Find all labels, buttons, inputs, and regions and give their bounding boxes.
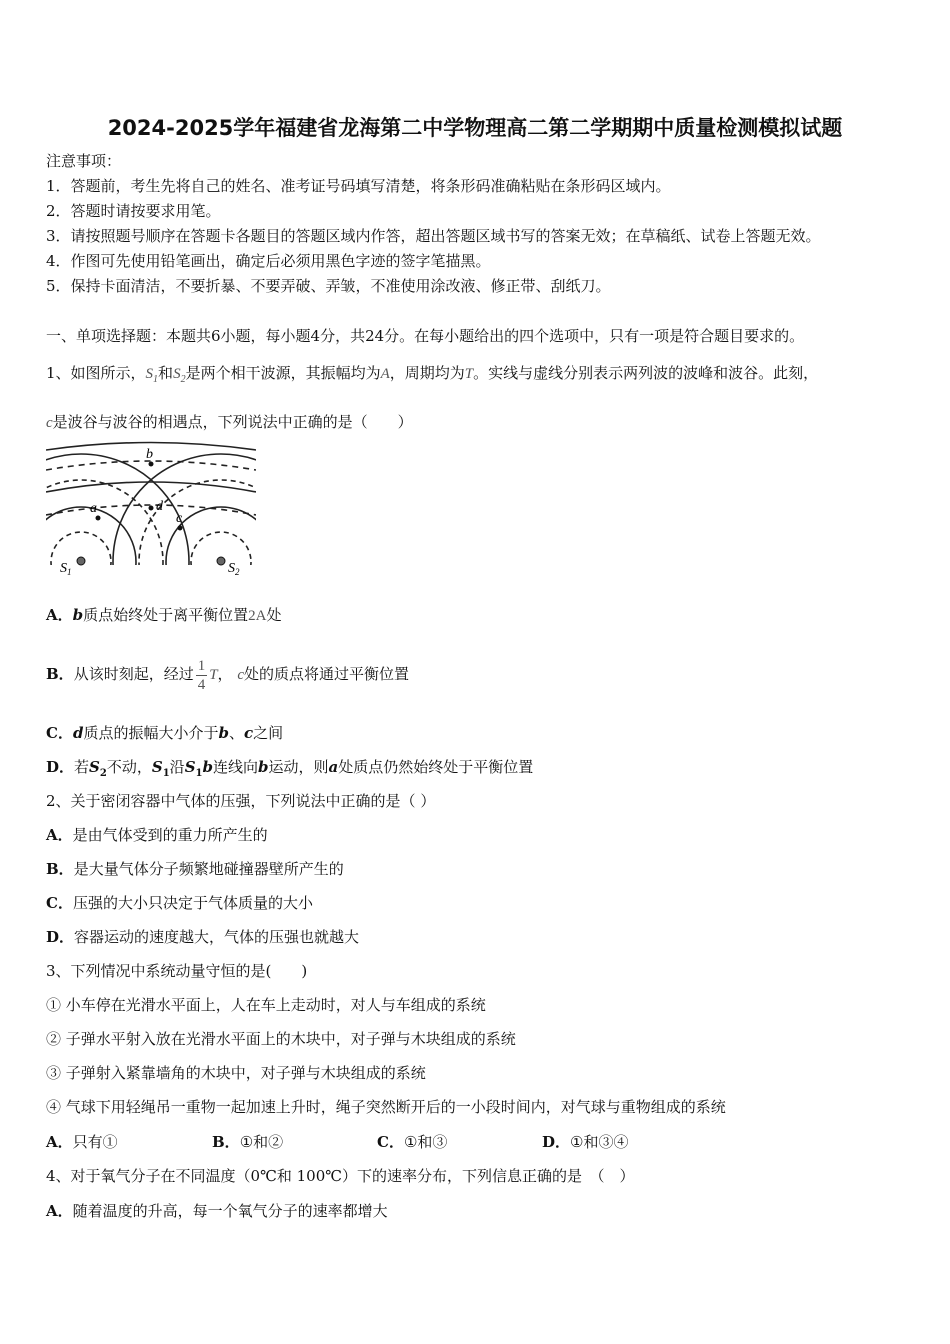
label-s2: $S_2$ [228,561,240,577]
q3-option-d[interactable]: D．①和③④ [542,1133,629,1151]
q1-option-d[interactable]: D．若$S_2$不动，$S_1$沿$S_1b$连线向b运动，则a处质点仍然始终处于平衡位置 [46,758,534,779]
notice-item: 1．答题前，考生先将自己的姓名、准考证号码填写清楚，将条形码准确粘贴在条形码区域内。 [46,177,671,195]
fraction-quarter: $\frac{1}{4}$ [197,657,206,693]
point-b [149,462,154,467]
s2-crest [191,532,251,580]
notice-heading: 注意事项： [46,152,122,170]
q2-option-a[interactable]: A．是由气体受到的重力所产生的 [46,826,268,844]
q1-option-c[interactable]: C．d质点的振幅大小介于b、c之间 [46,724,284,742]
q4-stem: 4、对于氧气分子在不同温度（0℃和 100℃）下的速率分布，下列信息正确的是 （ ） [46,1167,635,1185]
notice-item: 5．保持卡面清洁，不要折暴、不要弄破、弄皱，不准使用涂改液、修正带、刮纸刀。 [46,277,611,295]
q3-option-c[interactable]: C．①和③ [377,1133,448,1151]
label-c: c [176,511,183,526]
q1-option-b[interactable]: B．从该时刻起，经过 $\frac{1}{4}$ T， c处的质点将通过平衡位置 [46,657,410,693]
q2-stem: 2、关于密闭容器中气体的压强，下列说法中正确的是（ ） [46,792,436,810]
q3-item: ④ 气球下用轻绳吊一重物一起加速上升时，绳子突然断开后的一小段时间内，对气球与重物组成的系统 [46,1098,726,1116]
label-s1: $S_1$ [60,561,72,577]
source-s2 [217,557,225,565]
section-heading: 一、单项选择题：本题共6小题，每小题4分，共24分。在每小题给出的四个选项中，只有一项是符合题目要求的。 [46,327,805,345]
source-s1 [77,557,85,565]
point-c [178,526,183,531]
notice-item: 2．答题时请按要求用笔。 [46,202,221,220]
label-d: d [156,499,163,514]
label-b: b [146,447,153,462]
wavefront-solid [46,482,256,492]
page-title: 2024-2025学年福建省龙海第二中学物理高二第二学期期中质量检测模拟试题 [107,116,843,140]
q3-option-b[interactable]: B．①和② [212,1133,284,1151]
q4-option-a[interactable]: A．随着温度的升高，每一个氧气分子的速率都增大 [46,1202,388,1220]
q3-item: ③ 子弹射入紧靠墙角的木块中，对子弹与木块组成的系统 [46,1064,426,1082]
q3-stem: 3、下列情况中系统动量守恒的是( ) [46,962,308,980]
point-a [96,516,101,521]
label-a: a [90,501,97,516]
wave-interference-figure [46,440,256,580]
q1-stem-line1: 1、如图所示，$S_1$和$S_2$是两个相干波源，其振幅均为A，周期均为T。实线与虚线分别表示两列波的波峰和波谷。此刻， [46,364,819,385]
notice-item: 3．请按照题号顺序在答题卡各题目的答题区域内作答，超出答题区域书写的答案无效；在草稿纸、试卷上答题无效。 [46,227,821,245]
point-d [149,506,154,511]
q1-option-a[interactable]: A．b质点始终处于离平衡位置2A处 [46,606,282,624]
q2-option-b[interactable]: B．是大量气体分子频繁地碰撞器壁所产生的 [46,860,344,878]
q3-item: ① 小车停在光滑水平面上，人在车上走动时，对人与车组成的系统 [46,996,486,1014]
q2-option-d[interactable]: D．容器运动的速度越大，气体的压强也就越大 [46,928,360,946]
q3-option-a[interactable]: A．只有① [46,1133,118,1151]
notice-item: 4．作图可先使用铅笔画出，确定后必须用黑色字迹的签字笔描黑。 [46,252,491,270]
q3-item: ② 子弹水平射入放在光滑水平面上的木块中，对子弹与木块组成的系统 [46,1030,516,1048]
q1-stem-line2: c是波谷与波谷的相遇点，下列说法中正确的是（ ） [46,413,413,431]
s1-trough [46,454,189,580]
q2-option-c[interactable]: C．压强的大小只决定于气体质量的大小 [46,894,313,912]
